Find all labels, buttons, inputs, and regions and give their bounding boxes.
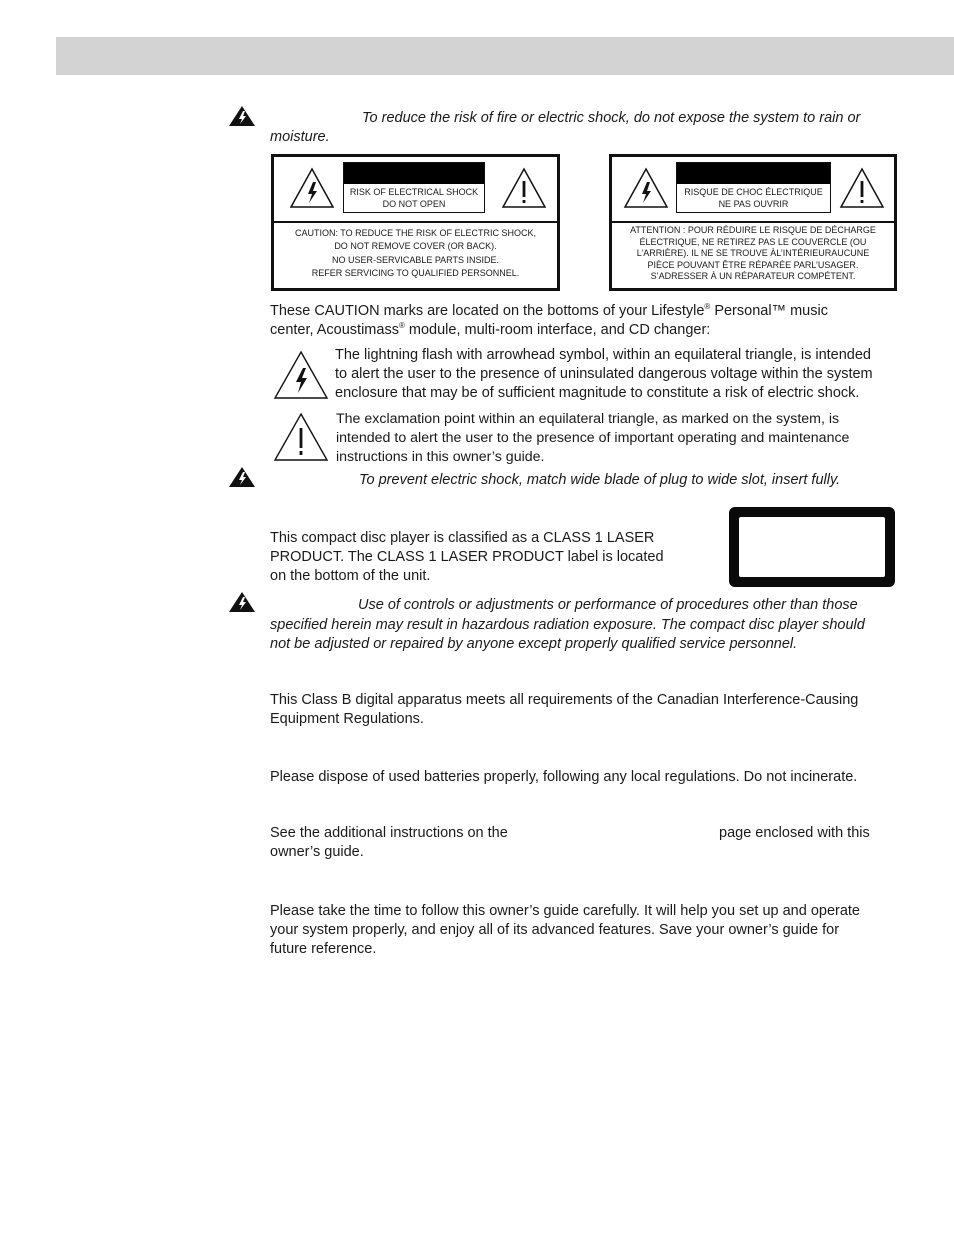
warning-icon bbox=[228, 591, 256, 613]
label-center-text: RISQUE DE CHOC ÉLECTRIQUE bbox=[684, 187, 823, 197]
additional-text-cont: page enclosed with this bbox=[719, 825, 870, 841]
label-center-text: RISK OF ELECTRICAL SHOCK bbox=[349, 187, 479, 197]
laser-paragraph: This compact disc player is classified as a CLASS 1 LASER PRODUCT. The CLASS 1 LASER PRODUCT label is located on the bottom of the unit. bbox=[270, 530, 664, 584]
batteries-paragraph: Please dispose of used batteries properly, following any local regulations. Do not incinerate. bbox=[270, 769, 858, 785]
lightning-triangle-icon bbox=[623, 167, 669, 209]
caution-label-french bbox=[609, 154, 897, 291]
label-caution-text: CAUTION: TO REDUCE THE RISK OF ELECTRIC SHOCK, DO NOT REMOVE COVER (OR BACK). NO USER-SERVICABLE PARTS INSIDE. REFER SERVICING TO QUALIFIED PERSONNEL. bbox=[294, 228, 537, 279]
canada-paragraph: This Class B digital apparatus meets all requirements of the Canadian Interference-Causing Equipment Regulations. bbox=[270, 692, 859, 727]
lightning-triangle-icon bbox=[289, 167, 335, 209]
additional-text-line2: owner’s guide. bbox=[270, 844, 364, 860]
exclamation-triangle-icon bbox=[839, 167, 885, 209]
header-bar bbox=[56, 37, 954, 75]
caution-marks-paragraph: These CAUTION marks are located on the bottoms of your Lifestyle® Personal™ music center, Acoustimass® module, multi-room interface, and CD changer: bbox=[270, 302, 828, 338]
label-center-box bbox=[676, 162, 831, 213]
lightning-triangle-icon bbox=[273, 350, 329, 400]
warning-text: To prevent electric shock, match wide blade of plug to wide slot, insert fully. bbox=[359, 472, 841, 488]
additional-text: See the additional instructions on the bbox=[270, 825, 508, 841]
warning-text-cont: specified herein may result in hazardous radiation exposure. The compact disc player should not be adjusted or repaired by anyone except properly qualified service personnel. bbox=[270, 617, 865, 652]
label-caution-text: ATTENTION : POUR RÉDUIRE LE RISQUE DE DÉCHARGE ÉLECTRIQUE, NE RETIREZ PAS LE COUVERCLE (OU L’ARRIÈRE). IL NE SE TROUVE ÀL’INTÉRIEURAUCUNE PIÈCE POUVANT ÊTRE RÉPARÉE PARL’USAGER. S’ADRESSER À UN RÉPARATEUR COMPÉTENT. bbox=[630, 225, 876, 282]
warning-text: To reduce the risk of fire or electric shock, do not expose the system to rain or bbox=[362, 110, 861, 126]
label-center-text: DO NOT OPEN bbox=[382, 199, 446, 209]
label-center-box bbox=[343, 162, 485, 213]
warning-text: Use of controls or adjustments or performance of procedures other than those bbox=[358, 597, 858, 613]
caution-label-english bbox=[271, 154, 560, 291]
warning-icon bbox=[228, 105, 256, 127]
exclamation-triangle-icon bbox=[501, 167, 547, 209]
exclamation-triangle-icon bbox=[273, 412, 329, 462]
guide-paragraph: Please take the time to follow this owner’s guide carefully. It will help you set up and operate your system properly, and enjoy all of its advanced features. Save your owner’s guide for future reference. bbox=[270, 903, 860, 957]
label-center-text: NE PAS OUVRIR bbox=[718, 199, 789, 209]
lightning-symbol-text: The lightning flash with arrowhead symbol, within an equilateral triangle, is intended to alert the user to the presence of uninsulated dangerous voltage within the system enclosure that may be of sufficient magnitude to constitute a risk of electric shock. bbox=[335, 347, 873, 402]
warning-icon bbox=[228, 466, 256, 488]
warning-text-cont: moisture. bbox=[270, 129, 330, 145]
class1-laser-label bbox=[729, 507, 895, 587]
exclamation-symbol-text: The exclamation point within an equilateral triangle, as marked on the system, is intended to alert the user to the presence of important operating and maintenance instructions in this owner’s guide. bbox=[336, 411, 850, 465]
